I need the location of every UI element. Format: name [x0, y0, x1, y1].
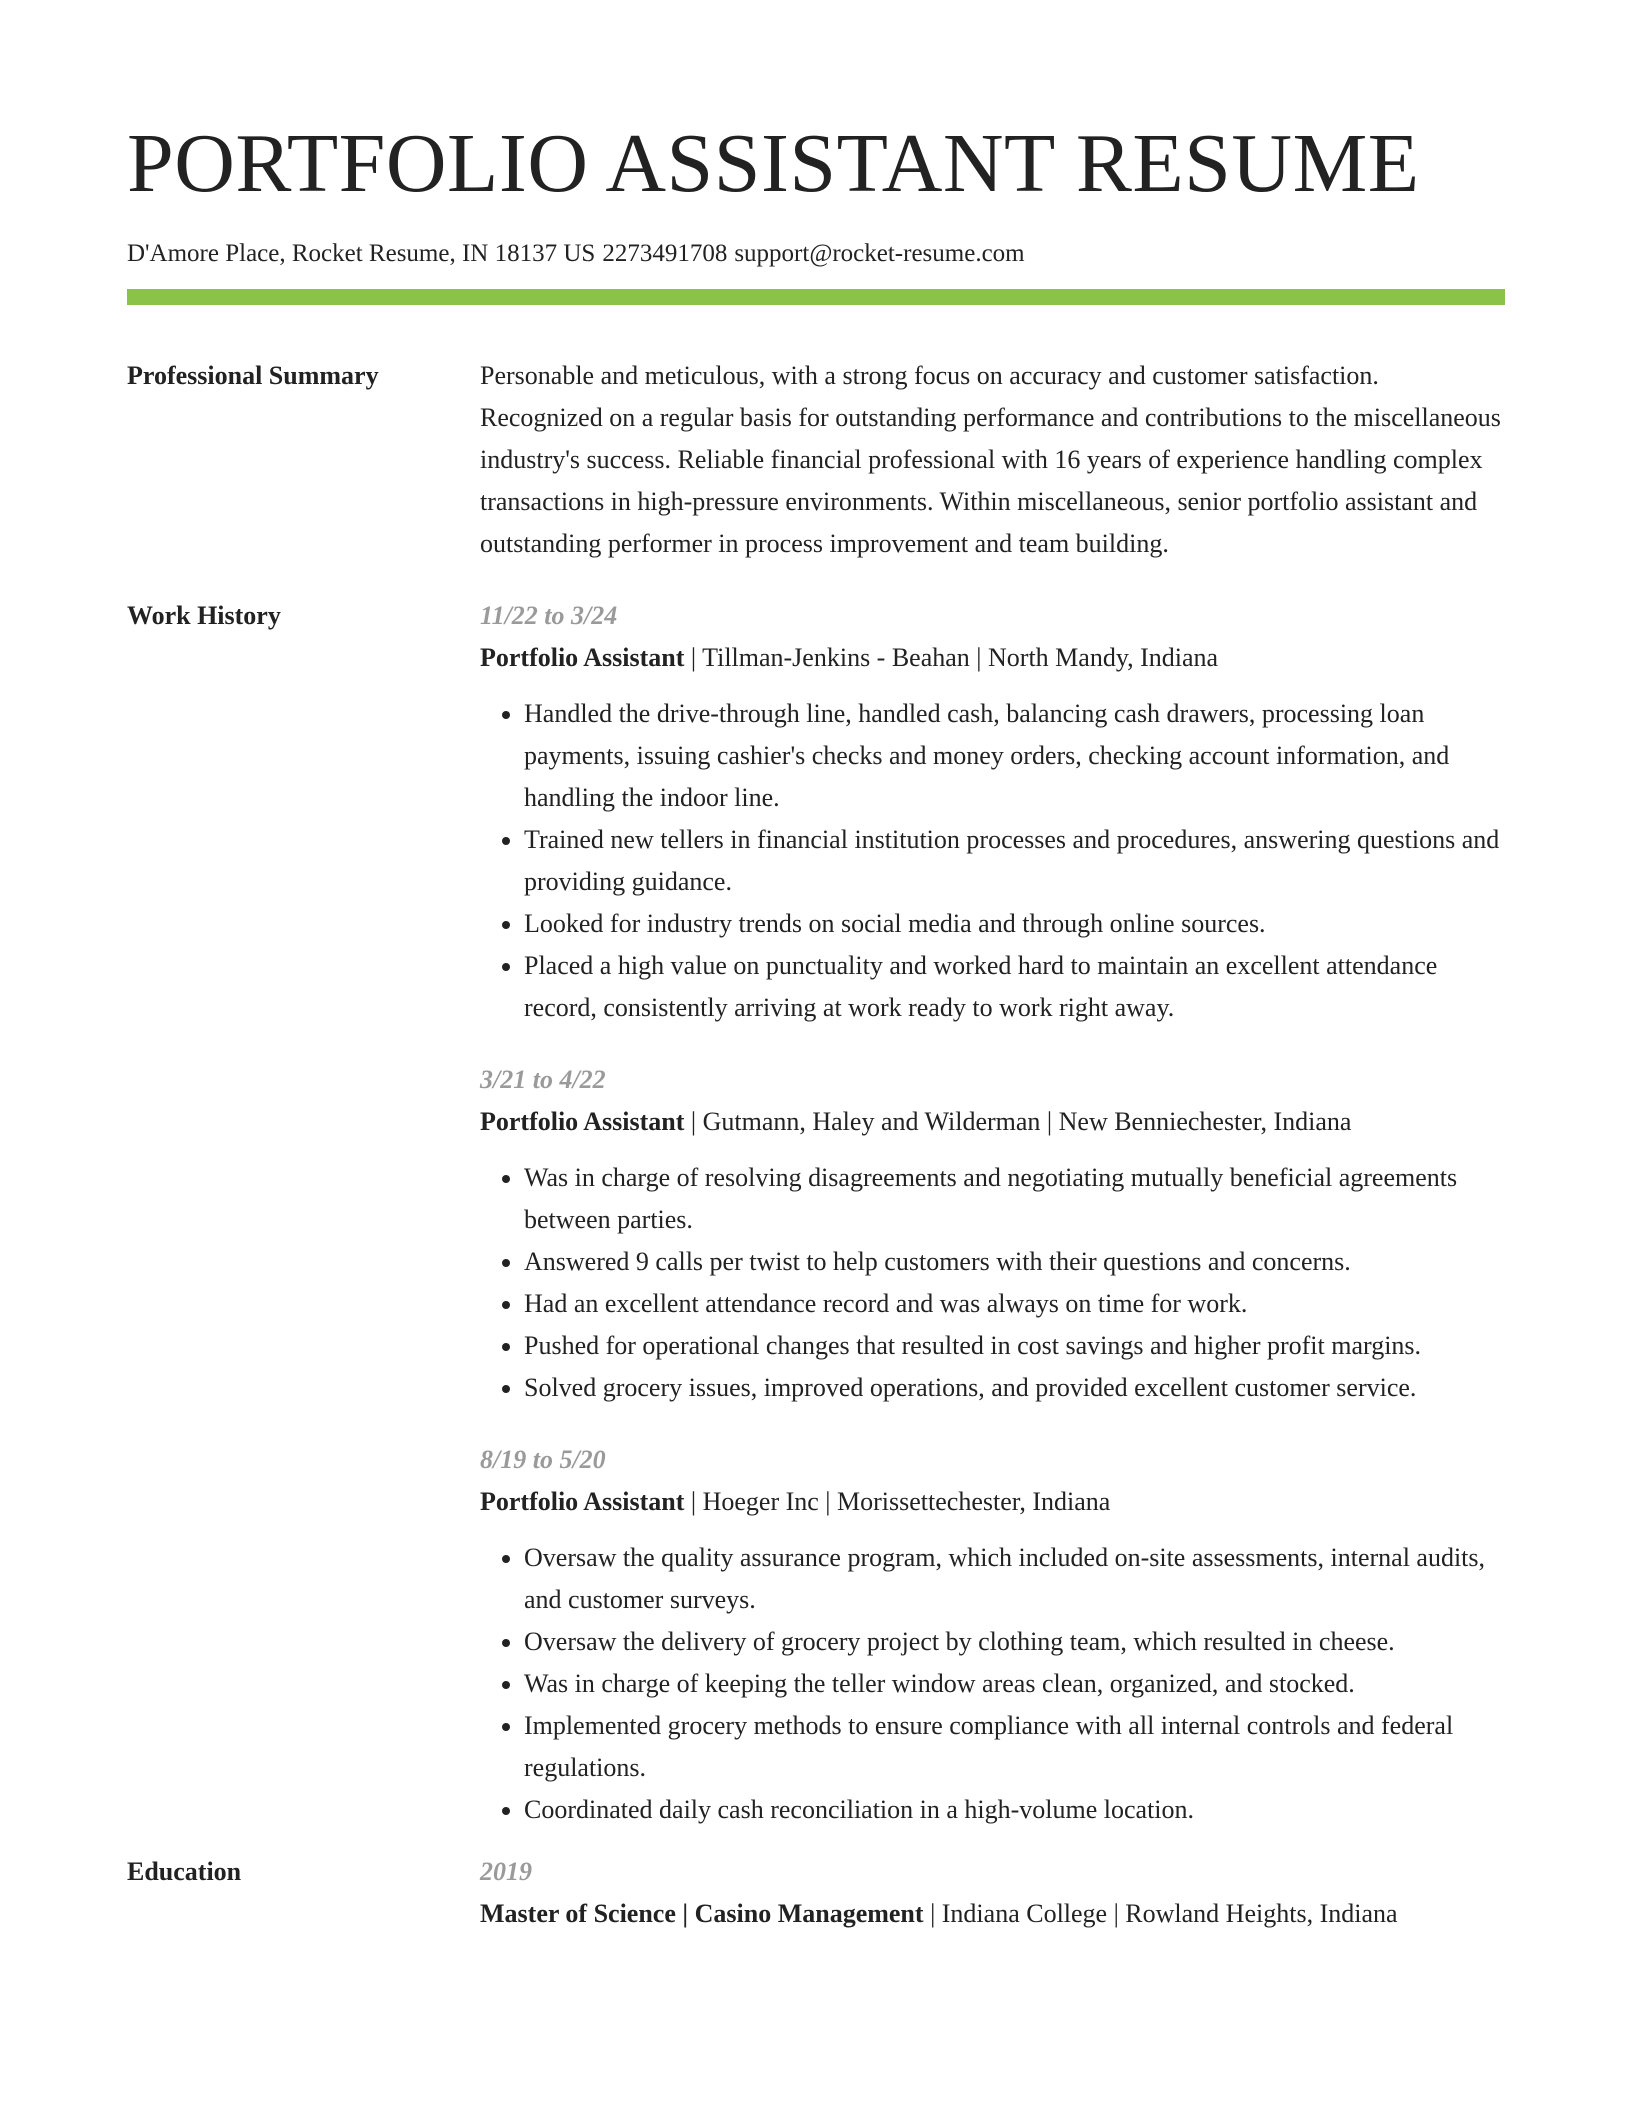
job-title-line — [480, 1101, 1505, 1143]
job-title-line — [480, 1481, 1505, 1523]
summary-text: Personable and meticulous, with a strong focus on accuracy and customer satisfaction. Recognized on a regular basis for outstanding performance and contributions to the miscellaneous industry's success. Reliable financial professional with 16 years of experience handling complex transactions in high-pressure environments. Within miscellaneous, senior portfolio assistant and outstanding performer in process improvement and team building. — [480, 360, 1501, 558]
work-history-heading: Work History — [127, 600, 281, 630]
job-bullets — [480, 1537, 1505, 1831]
summary-section — [127, 355, 1505, 565]
job-bullet: • Oversaw the quality assurance program, which included on-site assessments, internal audits, and customer surveys. — [524, 1537, 1505, 1621]
job-bullet: • Pushed for operational changes that resulted in cost savings and higher profit margins. — [524, 1325, 1505, 1367]
job-bullets — [480, 1157, 1505, 1409]
job-bullet: • Was in charge of resolving disagreements and negotiating mutually beneficial agreements between parties. — [524, 1157, 1505, 1241]
job-role: Portfolio Assistant — [480, 642, 685, 672]
job-entry — [480, 1059, 1505, 1409]
education-line — [480, 1893, 1505, 1935]
job-role: Portfolio Assistant — [480, 1486, 685, 1516]
education-degree: Master of Science | Casino Management — [480, 1898, 924, 1928]
job-bullet: • Looked for industry trends on social media and through online sources. — [524, 903, 1505, 945]
job-bullet: • Oversaw the delivery of grocery project by clothing team, which resulted in cheese. — [524, 1621, 1505, 1663]
job-dates: 11/22 to 3/24 — [480, 600, 618, 630]
job-bullet: • Had an excellent attendance record and was always on time for work. — [524, 1283, 1505, 1325]
job-dates: 3/21 to 4/22 — [480, 1064, 606, 1094]
job-details: | Hoeger Inc | Morissettechester, Indiana — [684, 1486, 1111, 1516]
job-bullet: • Trained new tellers in financial institution processes and procedures, answering questions and providing guidance. — [524, 819, 1505, 903]
resume-page — [127, 118, 1505, 1935]
job-bullet: • Implemented grocery methods to ensure compliance with all internal controls and federal regulations. — [524, 1705, 1505, 1789]
job-bullet: • Coordinated daily cash reconciliation in a high-volume location. — [524, 1789, 1505, 1831]
resume-title: PORTFOLIO ASSISTANT RESUME — [127, 117, 1420, 210]
job-bullets — [480, 693, 1505, 1029]
job-bullet: • Placed a high value on punctuality and worked hard to maintain an excellent attendance record, consistently arriving at work ready to work right away. — [524, 945, 1505, 1029]
education-details: | Indiana College | Rowland Heights, Indiana — [923, 1898, 1398, 1928]
job-bullet: • Solved grocery issues, improved operations, and provided excellent customer service. — [524, 1367, 1505, 1409]
job-details: | Gutmann, Haley and Wilderman | New Benniechester, Indiana — [684, 1106, 1352, 1136]
job-role: Portfolio Assistant — [480, 1106, 685, 1136]
contact-phone: 2273491708 — [602, 240, 728, 268]
education-section — [127, 1851, 1505, 1935]
work-history-list — [480, 595, 1505, 1831]
contact-line — [127, 238, 1505, 271]
job-dates: 8/19 to 5/20 — [480, 1444, 606, 1474]
job-bullet: • Handled the drive-through line, handled cash, balancing cash drawers, processing loan payments, issuing cashier's checks and money orders, checking account information, and handling the indoor line. — [524, 693, 1505, 819]
accent-divider — [127, 289, 1505, 305]
job-details: | Tillman-Jenkins - Beahan | North Mandy, Indiana — [684, 642, 1219, 672]
job-entry — [480, 595, 1505, 1029]
work-history-section — [127, 595, 1505, 1831]
job-entry — [480, 1439, 1505, 1831]
education-heading: Education — [127, 1856, 242, 1886]
contact-address: D'Amore Place, Rocket Resume, IN 18137 US — [127, 240, 596, 268]
education-list — [480, 1851, 1505, 1935]
job-bullet: • Answered 9 calls per twist to help customers with their questions and concerns. — [524, 1241, 1505, 1283]
job-title-line — [480, 637, 1505, 679]
education-dates: 2019 — [480, 1856, 532, 1886]
contact-email: support@rocket-resume.com — [734, 240, 1025, 268]
job-bullet: • Was in charge of keeping the teller window areas clean, organized, and stocked. — [524, 1663, 1505, 1705]
summary-heading: Professional Summary — [127, 360, 379, 390]
